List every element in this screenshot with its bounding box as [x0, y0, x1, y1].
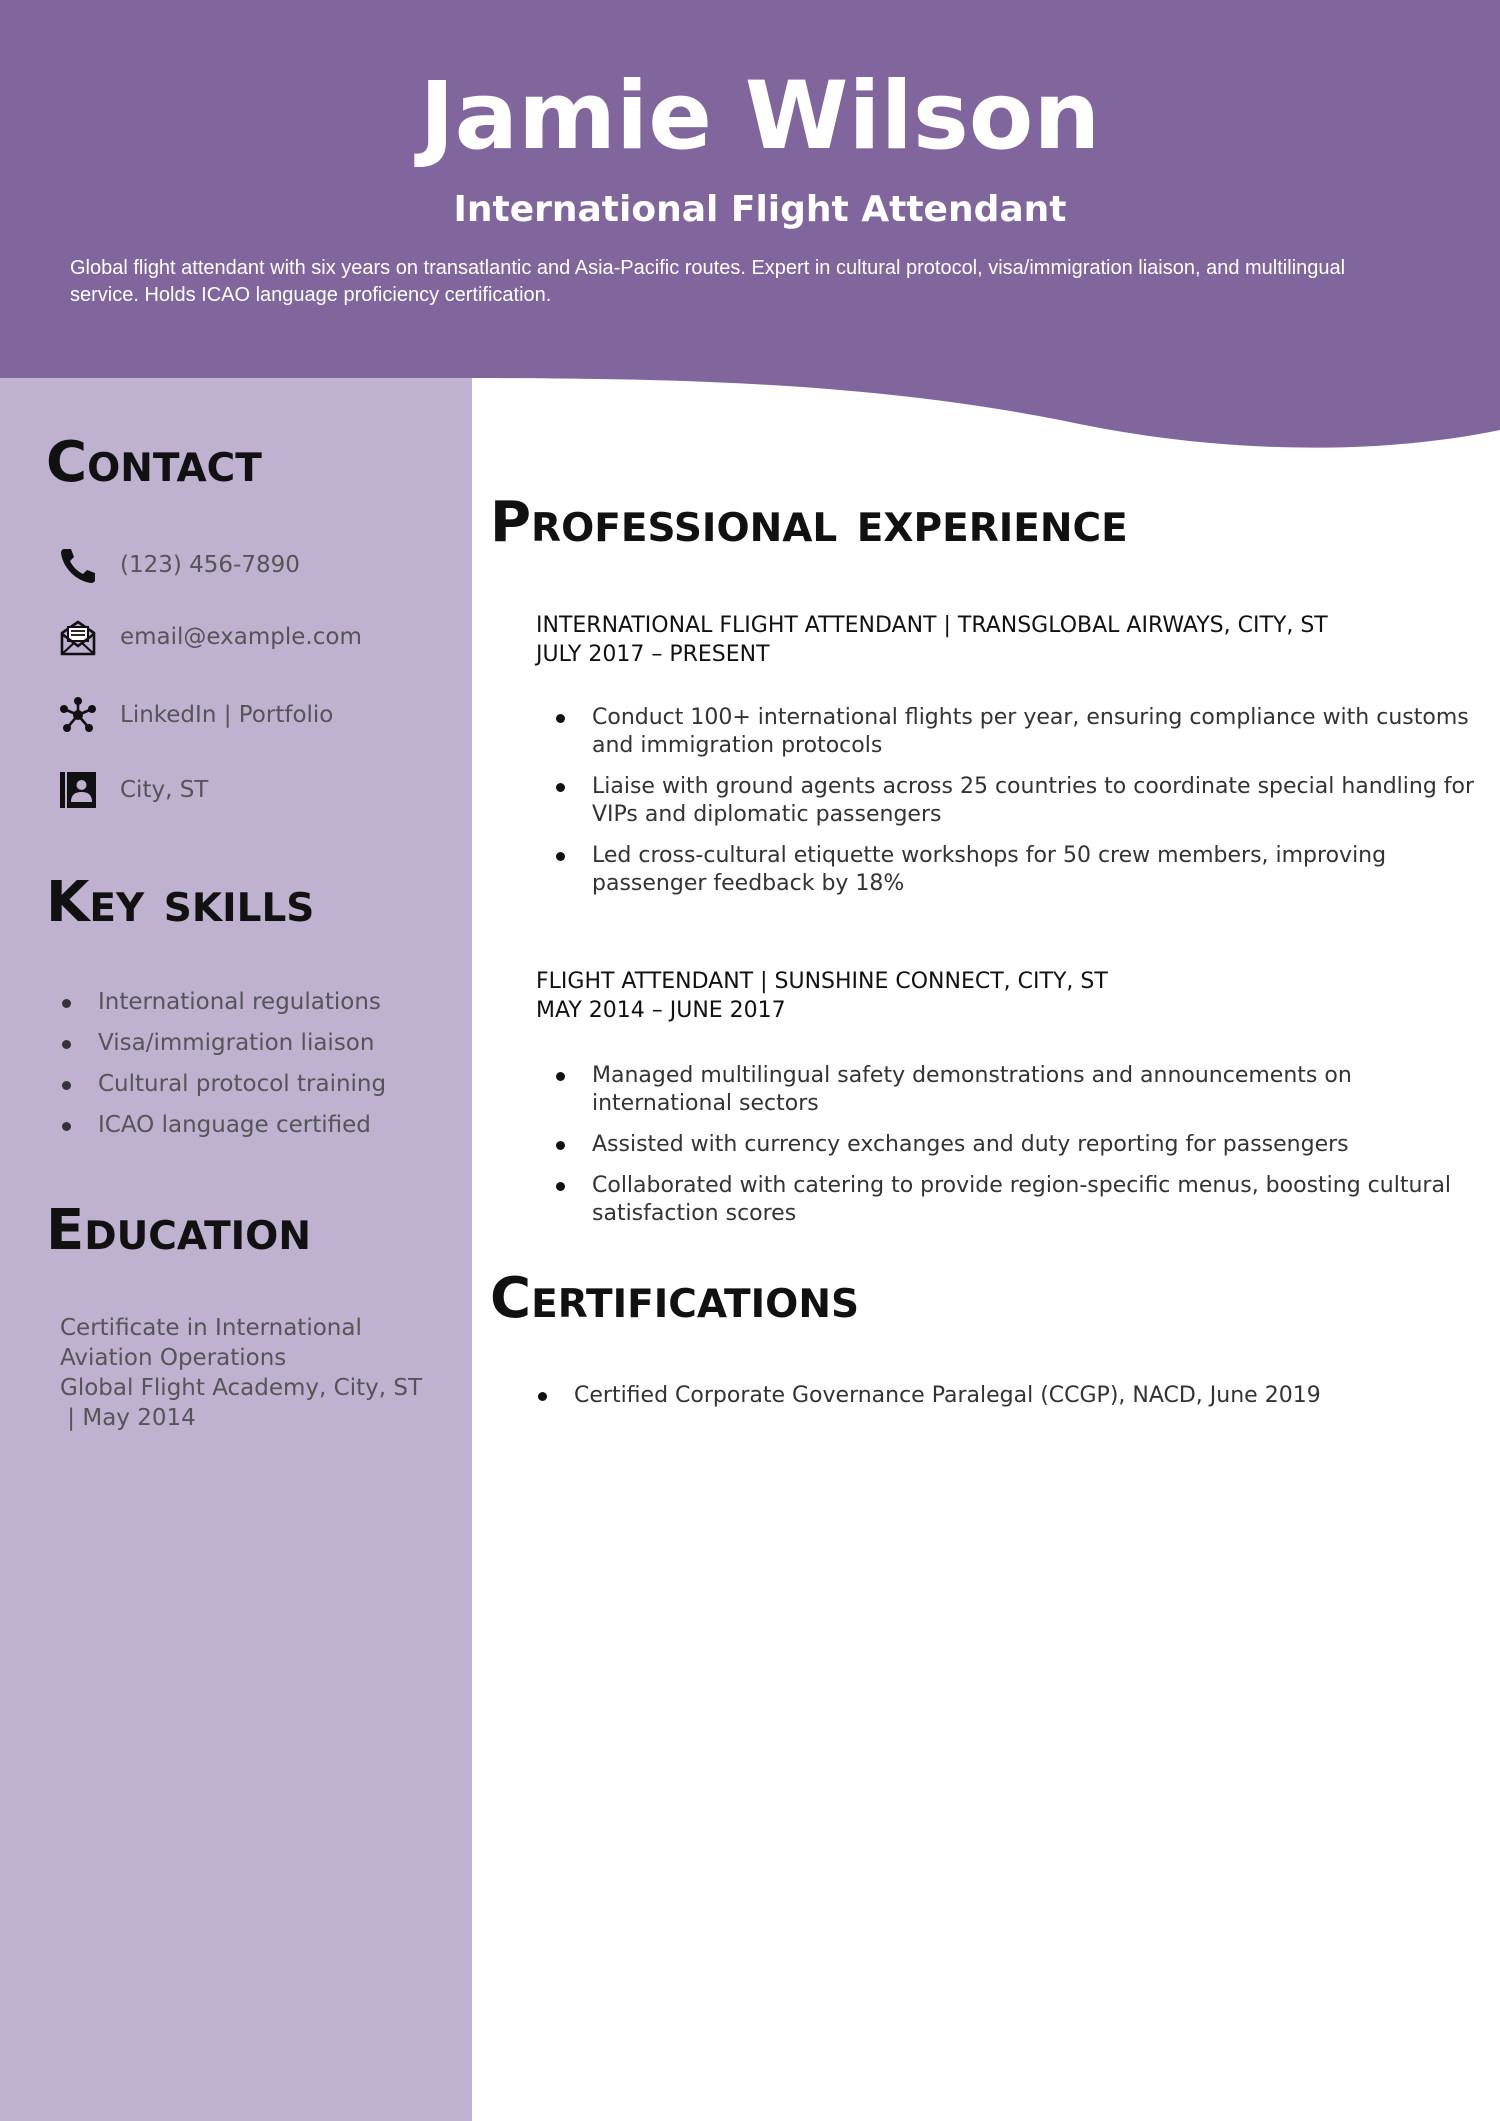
email-icon — [58, 617, 98, 657]
education-heading: Education — [46, 1198, 311, 1263]
experience-heading: Professional experience — [490, 490, 1128, 555]
list-item: Managed multilingual safety demonstrations and announcements on international sectors — [536, 1062, 1486, 1118]
list-item: Collaborated with catering to provide region-specific menus, boosting cultural satisfaction scores — [536, 1172, 1486, 1228]
job-bullets — [536, 704, 1486, 911]
links-text: LinkedIn | Portfolio — [120, 702, 334, 728]
address-book-icon — [58, 770, 98, 810]
candidate-name: Jamie Wilson — [419, 62, 1101, 171]
list-item: Cultural protocol training — [60, 1064, 386, 1105]
job-title-line: INTERNATIONAL FLIGHT ATTENDANT | TRANSGLOBAL AIRWAYS, CITY, ST — [536, 613, 1328, 638]
education-line: | May 2014 — [60, 1405, 196, 1431]
list-item: Visa/immigration liaison — [60, 1023, 386, 1064]
key-skills-list — [60, 982, 386, 1146]
job-dates: MAY 2014 – JUNE 2017 — [536, 998, 786, 1023]
contact-phone — [58, 545, 300, 585]
key-skills-heading: Key skills — [46, 870, 315, 935]
job-dates: JULY 2017 – PRESENT — [536, 642, 770, 667]
contact-location — [58, 770, 208, 810]
list-item: Certified Corporate Governance Paralegal (CCGP), NACD, June 2019 — [518, 1382, 1478, 1410]
email-text: email@example.com — [120, 624, 362, 650]
list-item: International regulations — [60, 982, 386, 1023]
education-line: Certificate in International — [60, 1315, 362, 1341]
job-title-line: FLIGHT ATTENDANT | SUNSHINE CONNECT, CITY, ST — [536, 969, 1108, 994]
professional-summary: Global flight attendant with six years on transatlantic and Asia-Pacific routes. Expert in cultural protocol, visa/immigration liaison, and multilingual service. Holds ICAO language proficiency certification. — [70, 257, 1346, 306]
education-line: Aviation Operations — [60, 1345, 287, 1371]
phone-icon — [58, 545, 98, 585]
list-item: Conduct 100+ international flights per year, ensuring compliance with customs and immigration protocols — [536, 704, 1486, 760]
education-line: Global Flight Academy, City, ST — [60, 1375, 423, 1401]
list-item: ICAO language certified — [60, 1105, 386, 1146]
job-bullets — [536, 1062, 1486, 1241]
list-item: Liaise with ground agents across 25 countries to coordinate special handling for VIPs and diplomatic passengers — [536, 773, 1486, 829]
contact-email — [58, 617, 362, 657]
job-header — [536, 611, 1466, 669]
contact-heading: Contact — [46, 430, 262, 495]
job-header — [536, 967, 1466, 1025]
network-icon — [58, 695, 98, 735]
location-text: City, ST — [120, 777, 209, 803]
certifications-heading: Certifications — [490, 1266, 860, 1331]
contact-links — [58, 695, 333, 735]
list-item: Assisted with currency exchanges and duty reporting for passengers — [536, 1131, 1486, 1159]
candidate-job-title: International Flight Attendant — [453, 189, 1067, 230]
phone-text: (123) 456-7890 — [120, 552, 300, 578]
education-entry — [60, 1313, 450, 1433]
certifications-list — [518, 1382, 1478, 1410]
list-item: Led cross-cultural etiquette workshops for 50 crew members, improving passenger feedback by 18% — [536, 842, 1486, 898]
